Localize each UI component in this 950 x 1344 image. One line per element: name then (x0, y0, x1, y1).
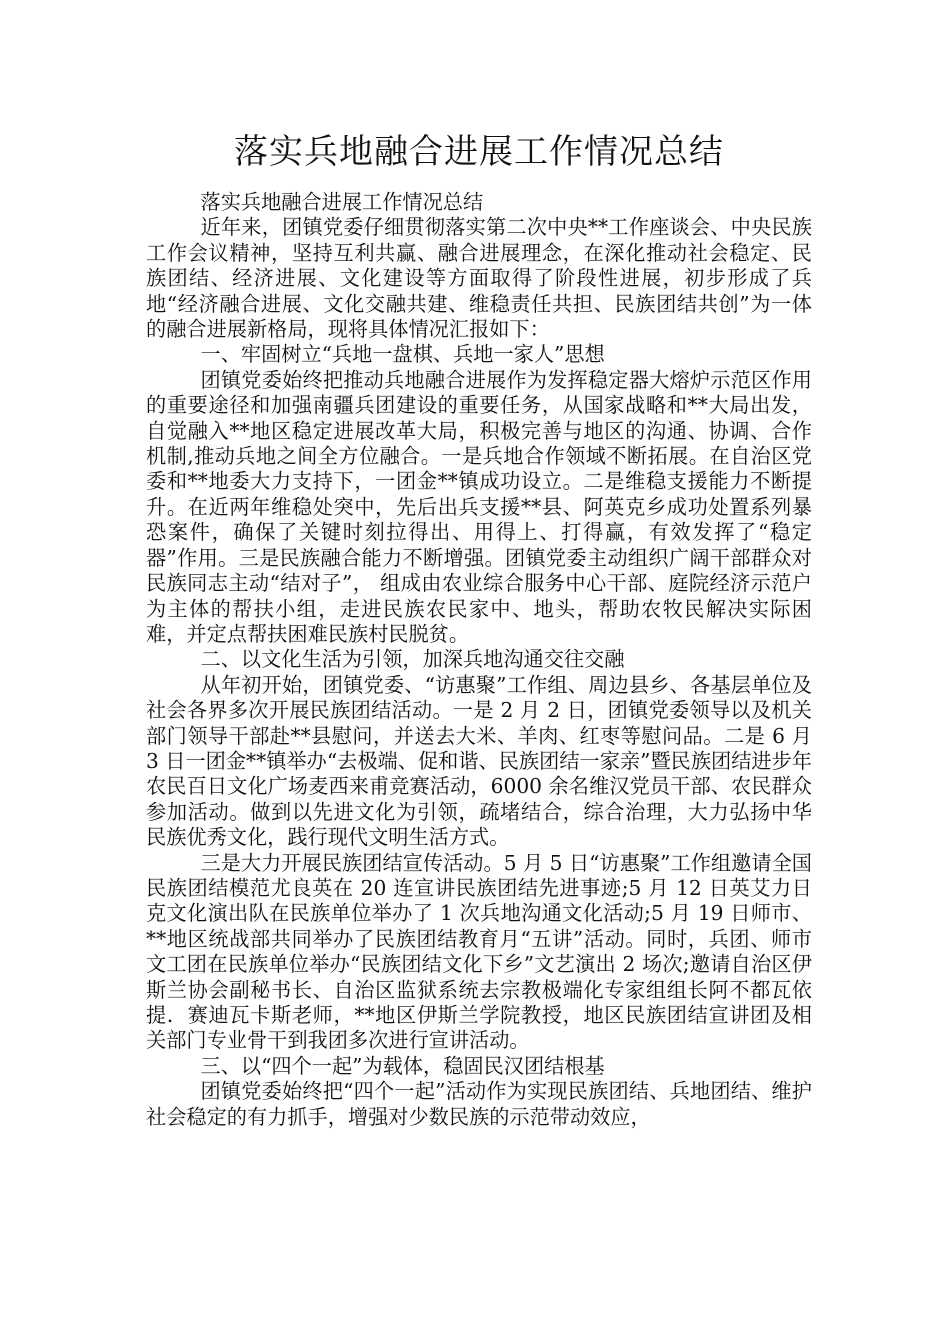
section-heading: 一、牢固树立“兵地一盘棋、兵地一家人”思想 (200, 342, 605, 367)
body-paragraph: 近年来，团镇党委仔细贯彻落实第二次中央**工作座谈会、中央民族工作会议精神，坚持互利共赢、融合进展理念，在深化推动社会稳定、民族团结、经济进展、文化建设等方面取得了阶段性进展，初步形成了兵地“经济融合进展、文化交融共建、维稳责任共担、民族团结共创”为一体的融合进展新格局，现将具体情况汇报如下： (146, 215, 812, 342)
body-paragraph: 团镇党委始终把“四个一起”活动作为实现民族团结、兵地团结、维护社会稳定的有力抓手，增强对少数民族的示范带动效应， (146, 1079, 812, 1129)
document-body (146, 190, 812, 1130)
body-paragraph: 从年初开始，团镇党委、“访惠聚”工作组、周边县乡、各基层单位及社会各界多次开展民族团结活动。一是 2 月 2 日，团镇党委领导以及机关部门领导干部赴**县慰问，并送去大米、羊肉、红枣等慰问品。二是 6 月 3 日一团金**镇举办“去极端、促和谐、民族团结一家亲”暨民族团结进步年农民百日文化广场麦西来甫竞赛活动，6000 余名维汉党员干部、农民群众参加活动。做到以先进文化为引领，疏堵结合，综合治理，大力弘扬中华民族优秀文化，践行现代文明生活方式。 (146, 672, 812, 850)
document-subtitle: 落实兵地融合进展工作情况总结 (200, 190, 484, 214)
section-heading: 二、以文化生活为引领，加深兵地沟通交往交融 (200, 647, 625, 672)
body-paragraph: 三是大力开展民族团结宣传活动。5 月 5 日“访惠聚”工作组邀请全国民族团结模范尤良英在 20 连宣讲民族团结先进事迹;5 月 12 日英艾力日克文化演出队在民族单位举办了 1 次兵地沟通文化活动;5 月 19 日师市、**地区统战部共同举办了民族团结教育月“五讲”活动。同时，兵团、师市文工团在民族单位举办“民族团结文化下乡”文艺演出 2 场次;邀请自治区伊斯兰协会副秘书长、自治区监狱系统去宗教极端化专家组组长阿不都瓦依提．赛迪瓦卡斯老师，**地区伊斯兰学院教授，地区民族团结宣讲团及相关部门专业骨干到我团多次进行宣讲活动。 (146, 850, 812, 1053)
document-title: 落实兵地融合进展工作情况总结 (234, 132, 724, 172)
section-heading: 三、以“四个一起”为载体，稳固民汉团结根基 (200, 1053, 605, 1078)
body-paragraph: 团镇党委始终把推动兵地融合进展作为发挥稳定器大熔炉示范区作用的重要途径和加强南疆兵团建设的重要任务，从国家战略和**大局出发，自觉融入**地区稳定进展改革大局，积极完善与地区的沟通、协调、合作机制,推动兵地之间全方位融合。一是兵地合作领域不断拓展。在自治区党委和**地委大力支持下，一团金**镇成功设立。二是维稳支援能力不断提升。在近两年维稳处突中，先后出兵支援**县、阿英克乡成功处置系列暴恐案件，确保了关键时刻拉得出、用得上、打得赢，有效发挥了“稳定器”作用。三是民族融合能力不断增强。团镇党委主动组织广阔干部群众对民族同志主动“结对子”， 组成由农业综合服务中心干部、庭院经济示范户为主体的帮扶小组，走进民族农民家中、地头，帮助农牧民解决实际困难，并定点帮扶困难民族村民脱贫。 (146, 367, 812, 646)
